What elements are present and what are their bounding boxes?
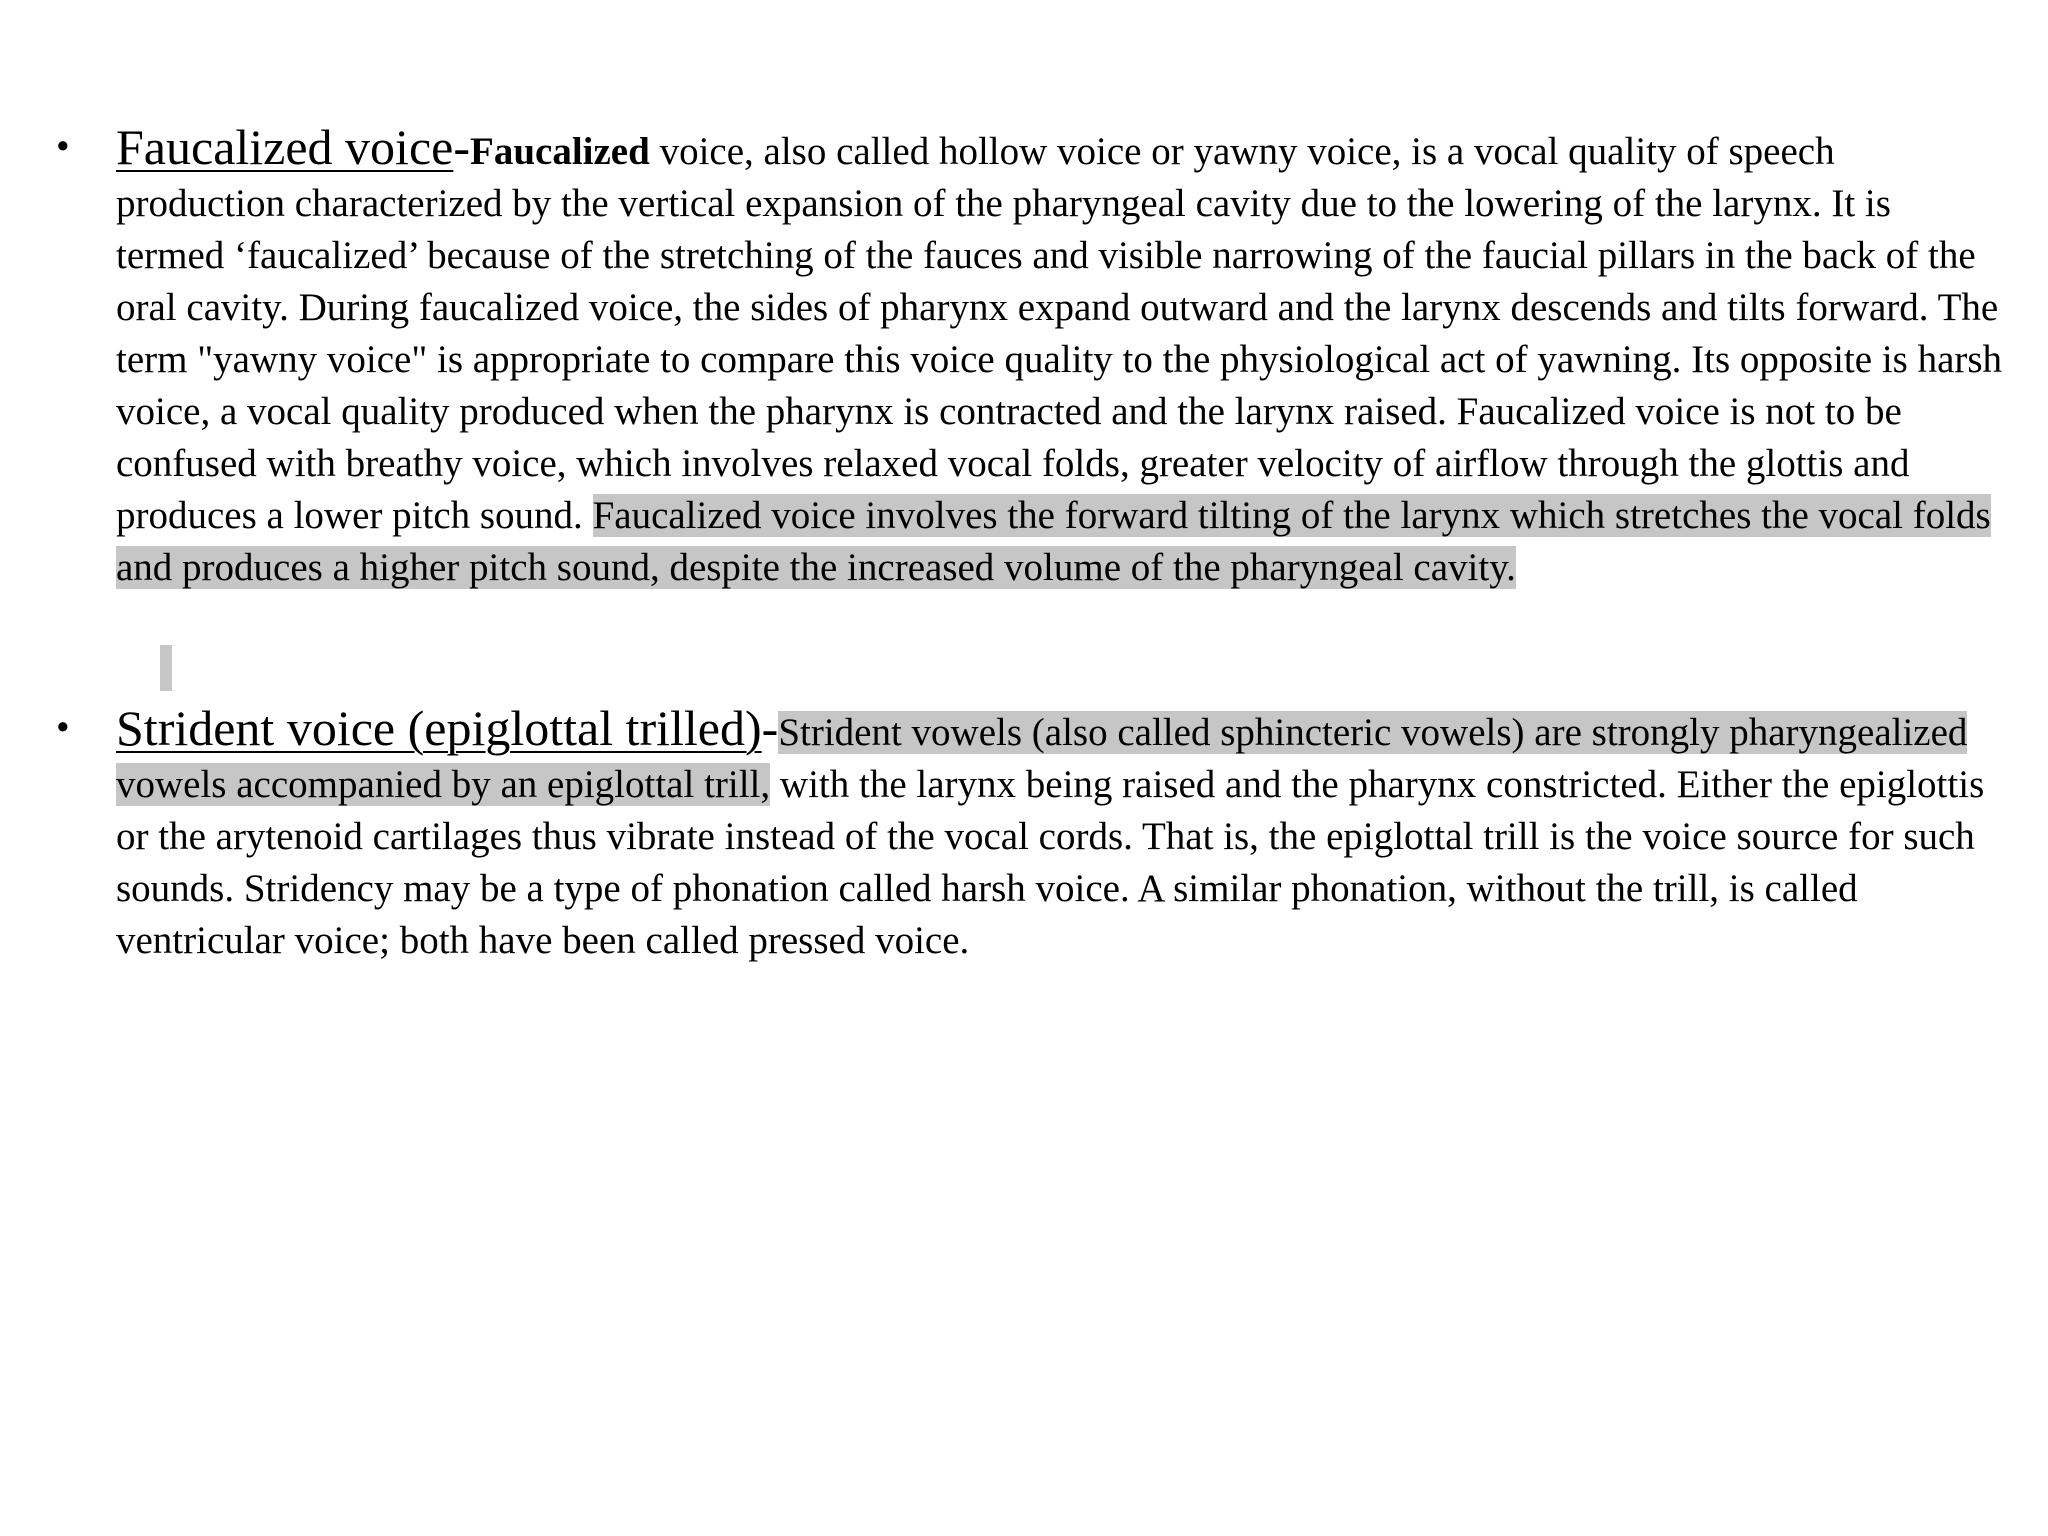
item-title-strident-voice: Strident voice (epiglottal trilled) <box>116 700 762 756</box>
bullet-icon: • <box>56 706 70 749</box>
item-body-text: with the larynx being raised and the pharynx constricted. Either the epiglottis or the arytenoid cartilages thus vibrate instead of the vocal cords. That is, the epiglottal trill is the voice source for such sounds. Stridency may be a type of phonation called harsh voice. A similar phonation, without the trill, is called ventricular voice; both have been called pressed voice. <box>116 763 1985 962</box>
title-dash: - <box>453 119 470 175</box>
highlighted-text: Faucalized voice involves the forward tilting of the larynx which stretches the vocal folds and produces a higher pitch sound, despite the increased volume of the pharyngeal cavity. <box>116 494 1991 589</box>
item-body-text: voice, also called hollow voice or yawny voice, is a vocal quality of speech production characterized by the vertical expansion of the pharyngeal cavity due to the lowering of the larynx. It is termed ‘faucalized’ because of the stretching of the fauces and visible narrowing of the faucial pillars in the back of the oral cavity. During faucalized voice, the sides of pharynx expand outward and the larynx descends and tilts forward. The term "yawny voice" is appropriate to compare this voice quality to the physiological act of yawning. Its opposite is harsh voice, a vocal quality produced when the pharynx is contracted and the larynx raised. Faucalized voice is not to be confused with breathy voice, which involves relaxed vocal folds, greater velocity of airflow through the glottis and produces a lower pitch sound. <box>116 130 2003 537</box>
item-title-faucalized-voice: Faucalized voice <box>116 119 454 175</box>
title-dash: - <box>761 700 779 756</box>
bullet-item-strident-voice <box>56 700 2006 967</box>
bullet-icon: • <box>56 125 70 168</box>
bullet-item-faucalized-voice <box>56 119 2006 594</box>
highlighted-text: Strident vowels (also called sphincteric vowels) are strongly pharyngealized vowels accompanied by an epiglottal trill, <box>116 711 1968 806</box>
text-cursor-mark <box>160 645 172 691</box>
bold-term: Faucalized <box>470 130 650 173</box>
